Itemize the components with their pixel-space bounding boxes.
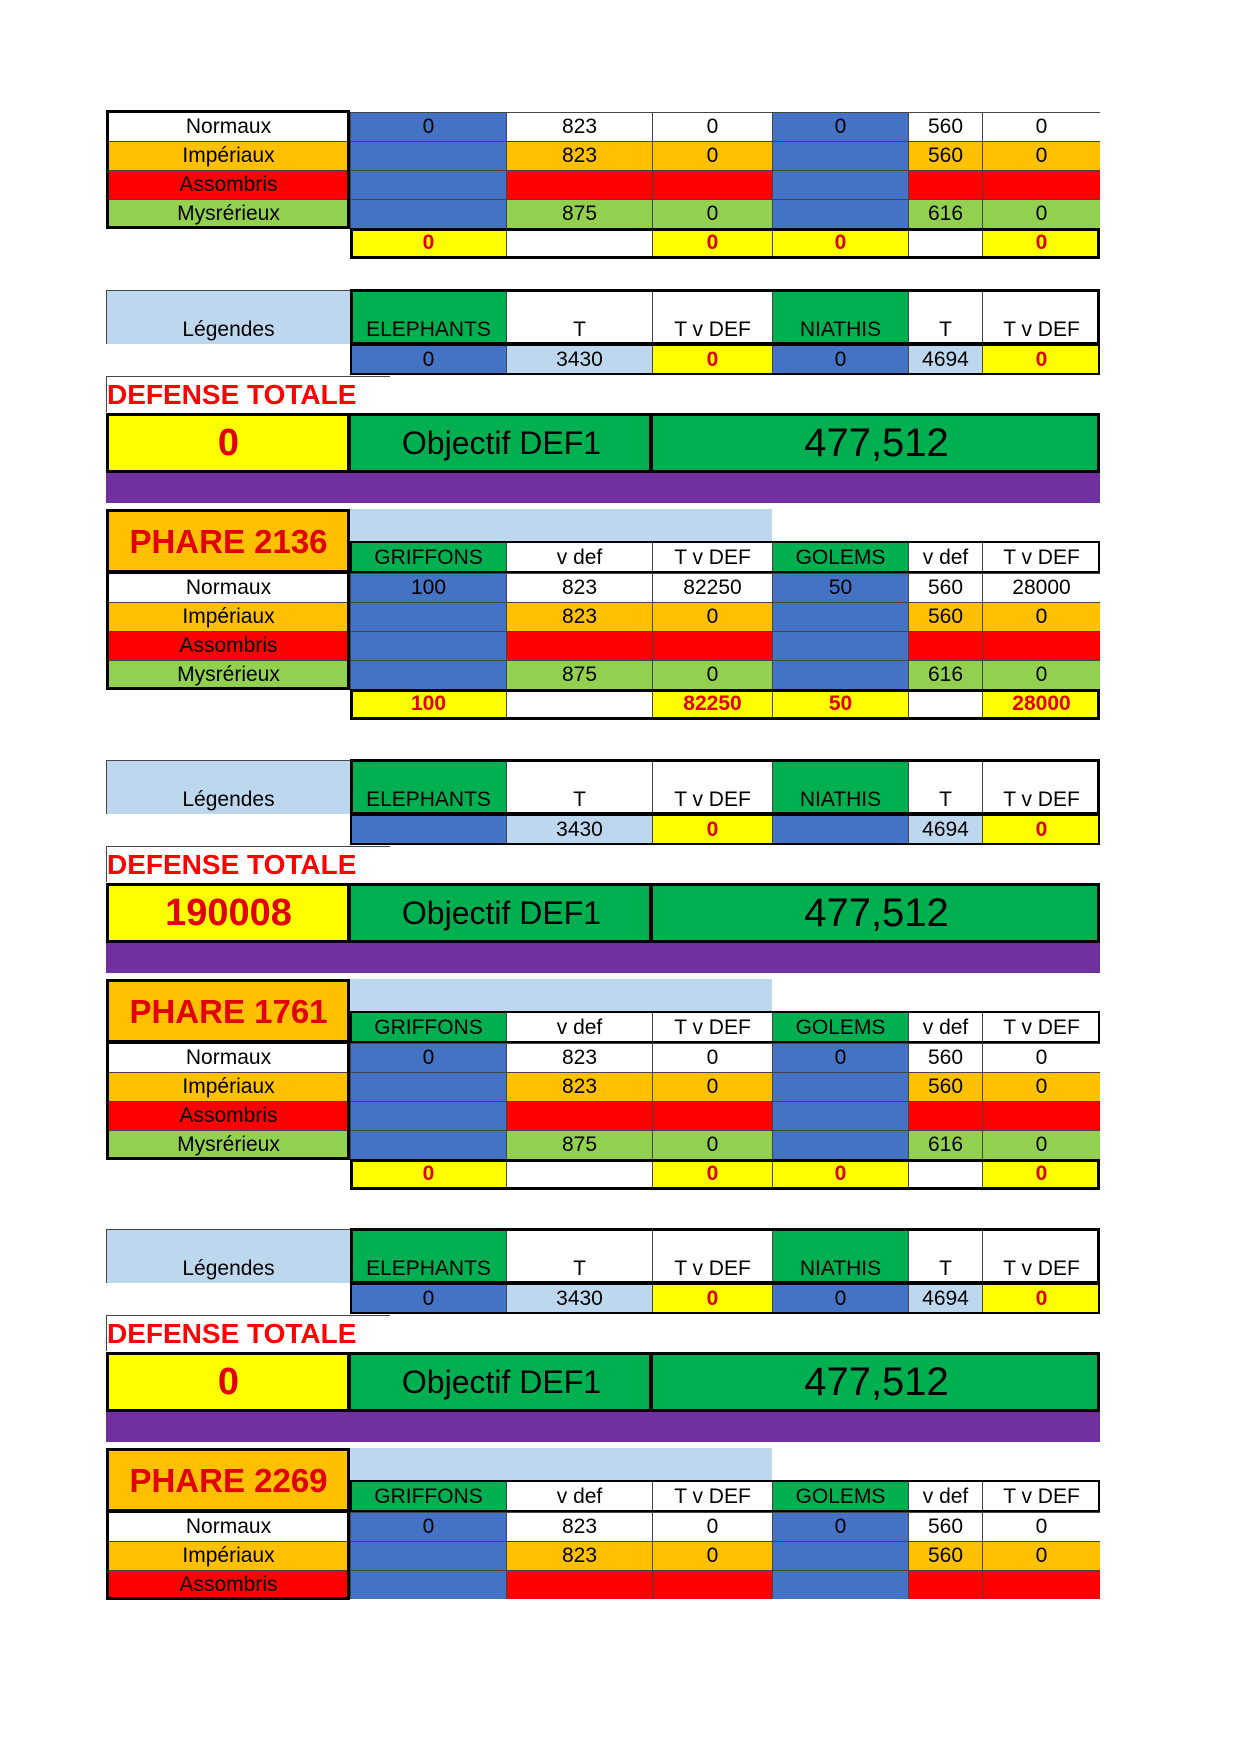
column-header: T v DEF <box>982 1481 1100 1512</box>
legendes-header: ELEPHANTS <box>350 760 506 814</box>
separator-bar <box>106 1412 1100 1442</box>
table-cell: 875 <box>506 1130 652 1159</box>
phare-banner <box>350 979 772 1012</box>
total-cell: 0 <box>350 1159 506 1188</box>
table-cell: 616 <box>908 660 982 689</box>
legendes-value <box>350 815 506 844</box>
legendes-value: 0 <box>652 345 772 374</box>
total-cell <box>506 228 652 257</box>
legendes-value: 4694 <box>908 1284 982 1313</box>
table-cell: 560 <box>908 1541 982 1570</box>
column-header: T v DEF <box>982 1012 1100 1043</box>
table-cell <box>350 1101 506 1130</box>
table-cell: 616 <box>908 199 982 228</box>
legendes-value: 4694 <box>908 345 982 374</box>
table-cell <box>772 660 908 689</box>
row-label: Impériaux <box>106 602 350 631</box>
defense-totale-title: DEFENSE TOTALE <box>106 846 390 882</box>
legendes-label: Légendes <box>106 1229 350 1283</box>
table-cell: 100 <box>350 573 506 602</box>
table-cell: 0 <box>982 1072 1100 1101</box>
legendes-value: 0 <box>652 1284 772 1313</box>
total-cell: 0 <box>982 228 1100 257</box>
column-header: v def <box>908 1481 982 1512</box>
column-header: T v DEF <box>982 542 1100 573</box>
row-label: Impériaux <box>106 141 350 170</box>
table-cell: 823 <box>506 112 652 141</box>
table-cell: 0 <box>982 1130 1100 1159</box>
total-cell: 0 <box>982 1159 1100 1188</box>
column-header: GRIFFONS <box>350 542 506 573</box>
legendes-header: T <box>908 1229 982 1283</box>
table-cell: 0 <box>652 1072 772 1101</box>
column-header: v def <box>908 542 982 573</box>
row-label: Normaux <box>106 1512 350 1541</box>
table-cell <box>350 631 506 660</box>
row-label: Normaux <box>106 573 350 602</box>
legendes-label: Légendes <box>106 290 350 344</box>
row-label: Impériaux <box>106 1072 350 1101</box>
table-cell <box>350 170 506 199</box>
total-cell: 0 <box>772 1159 908 1188</box>
row-label: Normaux <box>106 112 350 141</box>
table-cell: 560 <box>908 573 982 602</box>
table-cell: 0 <box>652 631 772 660</box>
table-cell: 588 <box>908 170 982 199</box>
legendes-header: T v DEF <box>982 1229 1100 1283</box>
table-cell: 560 <box>908 141 982 170</box>
legendes-value <box>772 815 908 844</box>
table-cell: 0 <box>982 1512 1100 1541</box>
table-cell: 863 <box>506 1570 652 1599</box>
table-cell: 0 <box>652 1512 772 1541</box>
row-label: Mysrérieux <box>106 199 350 228</box>
table-cell <box>772 602 908 631</box>
column-header: T v DEF <box>652 1012 772 1043</box>
column-header: GRIFFONS <box>350 1481 506 1512</box>
row-label: Impériaux <box>106 1541 350 1570</box>
legendes-value: 3430 <box>506 1284 652 1313</box>
table-cell <box>350 660 506 689</box>
table-cell: 875 <box>506 199 652 228</box>
total-cell: 0 <box>350 228 506 257</box>
legendes-header: ELEPHANTS <box>350 290 506 344</box>
legendes-value: 0 <box>350 1284 506 1313</box>
table-cell: 0 <box>652 1130 772 1159</box>
column-header: GOLEMS <box>772 1481 908 1512</box>
legendes-header: NIATHIS <box>772 1229 908 1283</box>
table-cell: 50 <box>772 573 908 602</box>
table-cell: 823 <box>506 602 652 631</box>
table-cell: 0 <box>982 170 1100 199</box>
legendes-value: 0 <box>772 1284 908 1313</box>
row-label: Assombris <box>106 1570 350 1599</box>
table-cell: 560 <box>908 1043 982 1072</box>
table-cell <box>772 141 908 170</box>
table-cell: 560 <box>908 602 982 631</box>
total-cell <box>908 1159 982 1188</box>
table-cell: 560 <box>908 112 982 141</box>
legendes-header: T <box>908 290 982 344</box>
table-cell <box>350 1541 506 1570</box>
column-header: T v DEF <box>652 542 772 573</box>
table-cell: 560 <box>908 1512 982 1541</box>
total-cell <box>506 1159 652 1188</box>
phare-banner <box>350 1448 772 1481</box>
table-cell: 0 <box>652 1101 772 1130</box>
total-cell: 28000 <box>982 689 1100 718</box>
objectif-value: 477,512 <box>652 1352 1100 1412</box>
legendes-header: T v DEF <box>652 1229 772 1283</box>
table-cell: 0 <box>982 112 1100 141</box>
table-cell: 0 <box>982 1541 1100 1570</box>
legendes-header: ELEPHANTS <box>350 1229 506 1283</box>
legendes-value: 0 <box>772 345 908 374</box>
legendes-header: T v DEF <box>652 760 772 814</box>
table-cell: 823 <box>506 1541 652 1570</box>
legendes-value: 0 <box>982 345 1100 374</box>
table-cell: 28000 <box>982 573 1100 602</box>
table-cell: 0 <box>982 199 1100 228</box>
objectif-value: 477,512 <box>652 883 1100 943</box>
total-cell: 82250 <box>652 689 772 718</box>
table-cell: 0 <box>652 660 772 689</box>
table-cell: 560 <box>908 1072 982 1101</box>
table-cell: 616 <box>908 1130 982 1159</box>
total-cell: 50 <box>772 689 908 718</box>
total-cell <box>506 689 652 718</box>
row-label: Mysrérieux <box>106 1130 350 1159</box>
table-cell: 0 <box>652 1570 772 1599</box>
table-cell: 0 <box>982 602 1100 631</box>
table-cell: 0 <box>652 112 772 141</box>
table-cell: 0 <box>652 199 772 228</box>
table-cell: 588 <box>908 1570 982 1599</box>
column-header: v def <box>506 1012 652 1043</box>
column-header: v def <box>506 542 652 573</box>
table-cell: 0 <box>982 660 1100 689</box>
column-header: GOLEMS <box>772 1012 908 1043</box>
defense-totale-value: 0 <box>106 413 350 473</box>
table-cell: 0 <box>350 112 506 141</box>
table-cell: 0 <box>772 1043 908 1072</box>
table-cell: 0 <box>982 1101 1100 1130</box>
legendes-header: T <box>506 290 652 344</box>
phare-title: PHARE 2136 <box>106 509 350 573</box>
total-cell: 0 <box>652 1159 772 1188</box>
column-header: v def <box>908 1012 982 1043</box>
table-cell <box>350 199 506 228</box>
table-cell: 0 <box>652 170 772 199</box>
table-cell: 588 <box>908 631 982 660</box>
table-cell: 823 <box>506 573 652 602</box>
table-cell: 0 <box>350 1512 506 1541</box>
defense-totale-title: DEFENSE TOTALE <box>106 376 390 412</box>
table-cell <box>350 1130 506 1159</box>
legendes-value: 0 <box>652 815 772 844</box>
separator-bar <box>106 473 1100 503</box>
table-cell <box>772 631 908 660</box>
table-cell <box>350 602 506 631</box>
legendes-value: 3430 <box>506 345 652 374</box>
legendes-header: NIATHIS <box>772 290 908 344</box>
table-cell <box>772 1072 908 1101</box>
defense-totale-value: 190008 <box>106 883 350 943</box>
row-label: Assombris <box>106 170 350 199</box>
table-cell: 823 <box>506 1512 652 1541</box>
legendes-header: T <box>908 760 982 814</box>
legendes-value: 0 <box>982 1284 1100 1313</box>
total-cell <box>908 689 982 718</box>
defense-totale-value: 0 <box>106 1352 350 1412</box>
legendes-value: 4694 <box>908 815 982 844</box>
legendes-value: 3430 <box>506 815 652 844</box>
phare-title: PHARE 1761 <box>106 979 350 1043</box>
legendes-header: T v DEF <box>982 290 1100 344</box>
legendes-header: T <box>506 1229 652 1283</box>
column-header: GOLEMS <box>772 542 908 573</box>
table-cell <box>772 1570 908 1599</box>
table-cell: 823 <box>506 141 652 170</box>
table-cell: 0 <box>982 1043 1100 1072</box>
table-cell: 863 <box>506 1101 652 1130</box>
table-cell <box>350 1570 506 1599</box>
legendes-label: Légendes <box>106 760 350 814</box>
legendes-header: NIATHIS <box>772 760 908 814</box>
objectif-label: Objectif DEF1 <box>350 413 652 473</box>
table-cell <box>772 199 908 228</box>
table-cell <box>772 1541 908 1570</box>
table-cell: 0 <box>652 1043 772 1072</box>
table-cell: 863 <box>506 170 652 199</box>
objectif-value: 477,512 <box>652 413 1100 473</box>
column-header: v def <box>506 1481 652 1512</box>
table-cell <box>772 1130 908 1159</box>
objectif-label: Objectif DEF1 <box>350 883 652 943</box>
row-label: Assombris <box>106 631 350 660</box>
table-cell: 0 <box>982 631 1100 660</box>
table-cell: 0 <box>982 141 1100 170</box>
phare-banner <box>350 509 772 542</box>
table-cell: 0 <box>982 1570 1100 1599</box>
table-cell: 863 <box>506 631 652 660</box>
table-cell: 875 <box>506 660 652 689</box>
table-cell <box>772 1101 908 1130</box>
table-cell <box>350 141 506 170</box>
objectif-label: Objectif DEF1 <box>350 1352 652 1412</box>
legendes-header: T v DEF <box>652 290 772 344</box>
table-cell: 588 <box>908 1101 982 1130</box>
row-label: Normaux <box>106 1043 350 1072</box>
total-cell <box>908 228 982 257</box>
legendes-value: 0 <box>350 345 506 374</box>
table-cell: 823 <box>506 1072 652 1101</box>
table-cell: 823 <box>506 1043 652 1072</box>
table-cell: 82250 <box>652 573 772 602</box>
defense-totale-title: DEFENSE TOTALE <box>106 1315 390 1351</box>
table-cell: 0 <box>652 141 772 170</box>
legendes-value: 0 <box>982 815 1100 844</box>
row-label: Assombris <box>106 1101 350 1130</box>
total-cell: 0 <box>772 228 908 257</box>
table-cell: 0 <box>652 602 772 631</box>
table-cell: 0 <box>772 112 908 141</box>
column-header: GRIFFONS <box>350 1012 506 1043</box>
table-cell: 0 <box>652 1541 772 1570</box>
table-cell: 0 <box>772 1512 908 1541</box>
legendes-header: T <box>506 760 652 814</box>
total-cell: 0 <box>652 228 772 257</box>
table-cell: 0 <box>350 1043 506 1072</box>
legendes-header: T v DEF <box>982 760 1100 814</box>
column-header: T v DEF <box>652 1481 772 1512</box>
row-label: Mysrérieux <box>106 660 350 689</box>
table-cell <box>772 170 908 199</box>
phare-title: PHARE 2269 <box>106 1448 350 1512</box>
separator-bar <box>106 943 1100 973</box>
table-cell <box>350 1072 506 1101</box>
total-cell: 100 <box>350 689 506 718</box>
